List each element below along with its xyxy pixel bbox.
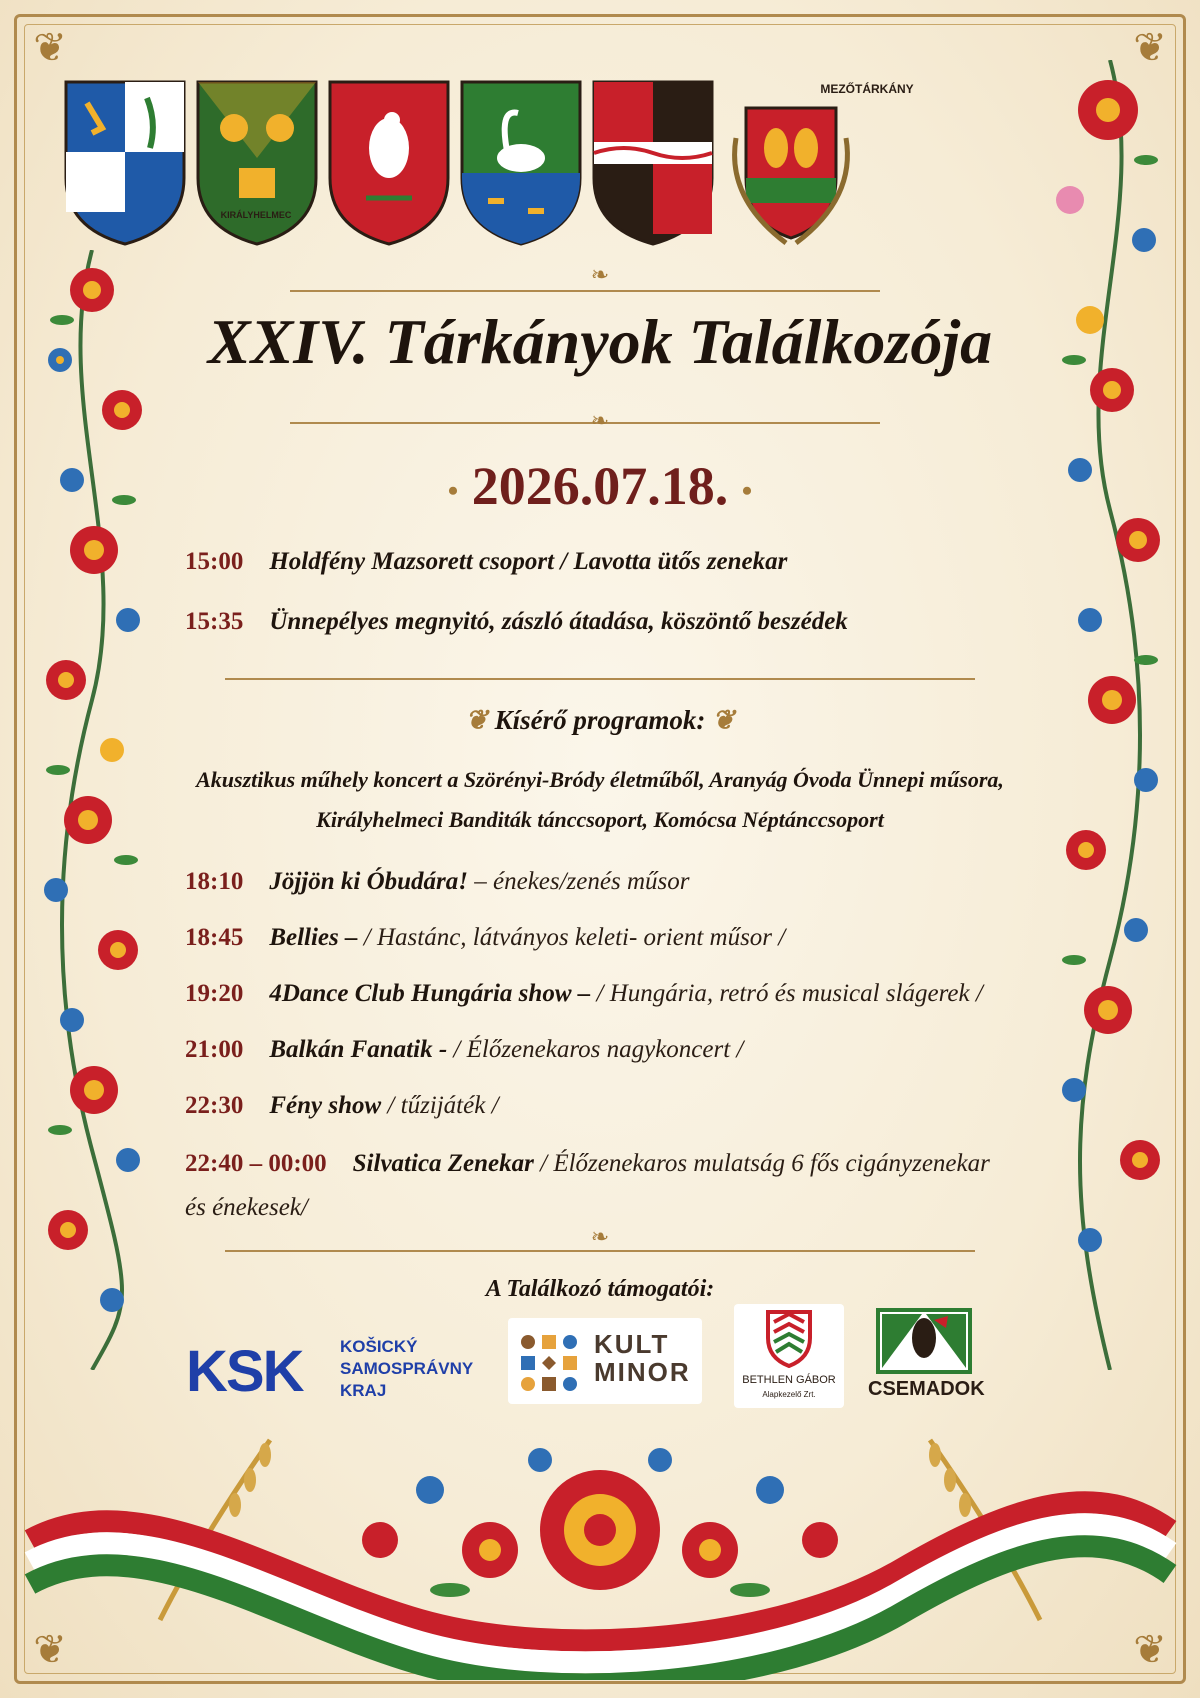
- logo-ksk: [180, 1320, 474, 1420]
- schedule-row: [185, 608, 848, 636]
- crest-swan-icon: [458, 78, 584, 248]
- accompany-title: [300, 705, 900, 736]
- schedule-time: 18:45: [185, 924, 244, 951]
- kult-minor-name: [594, 1330, 691, 1386]
- bethlen-sub: Alapkezelő Zrt.: [762, 1390, 816, 1399]
- crest-1-icon: [62, 78, 188, 248]
- left-floral-border: [32, 250, 152, 1370]
- date-text: 2026.07.18.: [471, 456, 729, 516]
- accompany-title-text: Kísérő programok:: [494, 705, 706, 735]
- csemadok-emblem-icon: [876, 1308, 972, 1374]
- kult-minor-pattern-icon: [518, 1332, 588, 1392]
- schedule-act: Fény show: [269, 1092, 382, 1119]
- date-dot-icon: •: [741, 474, 753, 508]
- schedule-time: 22:30: [185, 1092, 244, 1119]
- crest-mezotarkany-icon: [716, 78, 866, 248]
- schedule-act: Silvatica Zenekar: [352, 1150, 534, 1177]
- schedule-text: Ünnepélyes megnyitó, zászló átadása, köszöntő beszédek: [269, 608, 848, 635]
- schedule-time: 19:20: [185, 980, 244, 1007]
- schedule-act: 4Dance Club Hungária show –: [269, 980, 591, 1007]
- bethlen-name: BETHLEN GÁBOR: [742, 1374, 836, 1386]
- schedule-time: 15:00: [185, 548, 244, 575]
- accompany-line: Királyhelmeci Banditák tánccsoport, Komócsa Néptánccsoport: [316, 807, 884, 832]
- supporters-divider: [225, 1250, 975, 1252]
- schedule-time: 18:10: [185, 868, 244, 895]
- schedule-act: Balkán Fanatik -: [269, 1036, 448, 1063]
- schedule-desc: – énekes/zenés műsor: [468, 868, 690, 895]
- right-floral-border: [1050, 60, 1170, 1370]
- ksk-name: [340, 1336, 473, 1402]
- divider-ornament-icon: ❧: [590, 262, 610, 287]
- corner-ornament-icon: ❦: [33, 25, 67, 70]
- schedule-time: 21:00: [185, 1036, 244, 1063]
- schedule-desc: / Élőzenekaros nagykoncert /: [447, 1036, 744, 1063]
- kult-line: MINOR: [594, 1357, 691, 1387]
- crest-bird-icon: [326, 78, 452, 248]
- schedule-row: [185, 1150, 990, 1178]
- schedule-text: Holdfény Mazsorett csoport / Lavotta ütős zenekar: [269, 548, 788, 575]
- logo-kult-minor: [508, 1318, 702, 1404]
- schedule-act: Bellies –: [269, 924, 358, 951]
- crest-kiralyhelmec-icon: [194, 78, 320, 248]
- schedule-row: [185, 1036, 743, 1064]
- schedule-row: [185, 980, 983, 1008]
- schedule-desc: / Hungária, retró és musical slágerek /: [590, 980, 983, 1007]
- schedule-row: [185, 1092, 499, 1120]
- bethlen-shield-icon: [764, 1308, 814, 1368]
- accompany-programs: [150, 760, 1050, 840]
- divider-ornament-icon: ❧: [590, 408, 610, 433]
- kult-line: KULT: [594, 1329, 670, 1359]
- logo-csemadok: [868, 1308, 985, 1408]
- schedule-desc: / Hastánc, látványos keleti- orient műsor /: [357, 924, 786, 951]
- crest-kiralyhelmec-label: KIRÁLYHELMEC: [220, 210, 292, 220]
- schedule-desc: és énekesek/: [185, 1194, 308, 1221]
- section-divider: [225, 678, 975, 680]
- schedule-time: 22:40 – 00:00: [185, 1150, 327, 1177]
- event-date: [300, 455, 900, 517]
- coats-of-arms-row: [56, 78, 936, 248]
- ksk-line: SAMOSPRÁVNY: [340, 1359, 474, 1378]
- corner-ornament-icon: ❦: [1133, 25, 1167, 70]
- crest-quartered-icon: [590, 78, 716, 248]
- schedule-row: [185, 868, 689, 896]
- schedule-time: 15:35: [185, 608, 244, 635]
- page-title: XXIV. Tárkányok Találkozója: [207, 306, 993, 377]
- flourish-left-icon: ❦: [465, 705, 495, 735]
- schedule-row: [185, 548, 787, 576]
- schedule-continuation: [185, 1194, 308, 1222]
- divider-ornament-icon: ❧: [590, 1224, 610, 1249]
- corner-ornament-icon: ❦: [1133, 1627, 1167, 1672]
- date-dot-icon: •: [447, 474, 459, 508]
- supporters-title: A Találkozó támogatói:: [485, 1276, 715, 1302]
- schedule-act: Jöjjön ki Óbudára!: [269, 868, 468, 895]
- corner-ornament-icon: ❦: [33, 1627, 67, 1672]
- csemadok-name: CSEMADOK: [868, 1378, 985, 1400]
- schedule-desc: / Élőzenekaros mulatság 6 fős cigányzenekar: [533, 1150, 990, 1177]
- accompany-line: Akusztikus műhely koncert a Szörényi-Bródy életműből, Aranyág Óvoda Ünnepi műsora,: [196, 767, 1004, 792]
- schedule-desc: / tűzijáték /: [381, 1092, 499, 1119]
- title-top-divider: [290, 290, 880, 292]
- crest-mezotarkany-label: MEZŐTÁRKÁNY: [820, 82, 914, 96]
- ksk-mark: KSK: [186, 1339, 303, 1404]
- logo-bethlen-gabor: [734, 1304, 844, 1408]
- ksk-line: KOŠICKÝ: [340, 1337, 418, 1356]
- flourish-right-icon: ❦: [705, 705, 735, 735]
- schedule-row: [185, 924, 785, 952]
- bottom-ribbon-decoration: [20, 1420, 1180, 1680]
- ksk-line: KRAJ: [340, 1381, 387, 1400]
